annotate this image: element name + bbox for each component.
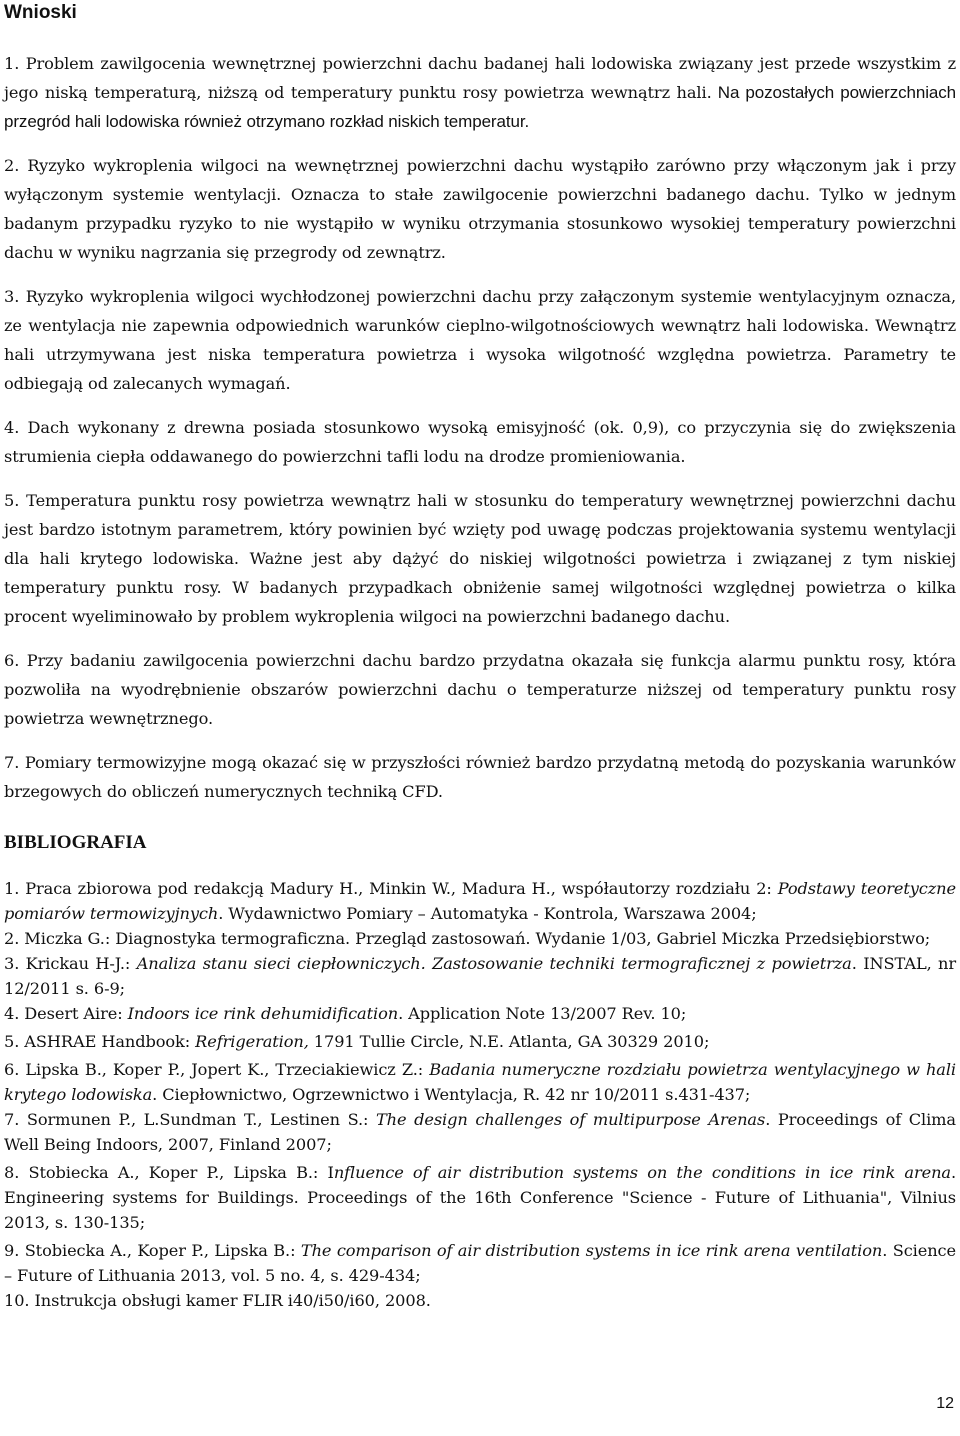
reference-number: 1.	[4, 879, 20, 898]
reference-details: . INSTAL, nr 12/2011 s. 6-9;	[4, 954, 957, 998]
reference-item	[4, 1107, 956, 1157]
reference-item	[4, 1238, 956, 1288]
section-heading: Wnioski	[4, 2, 77, 23]
reference-title: Analiza stanu sieci ciepłowniczych. Zastosowanie techniki termograficznej z powietrza	[136, 954, 852, 973]
reference-item	[4, 951, 956, 1001]
conclusions-list	[4, 49, 956, 806]
reference-details: . Wydawnictwo Pomiary – Automatyka - Kontrola, Warszawa 2004;	[218, 904, 757, 923]
reference-number: 2.	[4, 929, 20, 948]
reference-details: 1791 Tullie Circle, N.E. Atlanta, GA 30329 2010;	[308, 1032, 710, 1051]
reference-title: Podstawy teoretyczne pomiarów termowizyjnych	[4, 879, 956, 923]
reference-details: . Application Note 13/2007 Rev. 10;	[398, 1004, 687, 1023]
reference-item	[4, 1029, 956, 1054]
reference-item	[4, 926, 956, 951]
reference-number: 6.	[4, 1060, 20, 1079]
conclusion-item	[4, 282, 956, 398]
reference-number: 10.	[4, 1291, 30, 1310]
reference-authors: Krickau H-J.:	[25, 954, 137, 973]
reference-authors: Instrukcja obsługi kamer FLIR i40/i50/i60, 2008.	[34, 1291, 431, 1310]
reference-item	[4, 1160, 956, 1235]
reference-number: 5.	[4, 1032, 20, 1051]
reference-details: . Ciepłownictwo, Ogrzewnictwo i Wentylacja, R. 42 nr 10/2011 s.431-437;	[152, 1085, 751, 1104]
reference-number: 8.	[4, 1163, 20, 1182]
reference-item	[4, 876, 956, 926]
conclusion-text: Temperatura punktu rosy powietrza wewnątrz hali w stosunku do temperatury wewnętrznej powierzchni dachu jest bardzo istotnym parametrem, który powinien być wzięty pod uwagę podczas projektowania systemu wentylacji dla hali krytego lodowiska. Ważne jest aby dążyć do niskiej wilgotności powietrza i związanej z tym niskiej temperatury punktu rosy. W badanych przypadkach obniżenie samej wilgotności względnej powietrza o kilka procent wyeliminowało by problem wykroplenia wilgoci na powierzchni badanego dachu.	[4, 491, 957, 626]
bibliography-list	[4, 876, 956, 1313]
conclusion-number: 3.	[4, 287, 20, 306]
conclusion-number: 2.	[4, 156, 20, 175]
reference-number: 7.	[4, 1110, 20, 1129]
reference-details: . Science – Future of Lithuania 2013, vol. 5 no. 4, s. 429-434;	[4, 1241, 956, 1285]
reference-details: . Engineering systems for Buildings. Proceedings of the 16th Conference "Science - Future of Lithuania", Vilnius 2013, s. 130-135;	[4, 1163, 957, 1232]
conclusion-number: 4.	[4, 418, 20, 437]
reference-authors: Miczka G.: Diagnostyka termograficzna. Przegląd zastosowań. Wydanie 1/03, Gabriel Miczka Przedsiębiorstwo;	[24, 929, 931, 948]
page-number: 12	[936, 1395, 954, 1412]
conclusion-item	[4, 413, 956, 471]
conclusion-number: 7.	[4, 753, 20, 772]
conclusion-text: Na pozostałych powierzchniach przegród hali lodowiska również otrzymano rozkład niskich temperatur.	[4, 83, 956, 131]
reference-item	[4, 1001, 956, 1026]
conclusion-item	[4, 748, 956, 806]
conclusion-text: Dach wykonany z drewna posiada stosunkowo wysoką emisyjność (ok. 0,9), co przyczynia się do zwiększenia strumienia ciepła oddawanego do powierzchni tafli lodu na drodze promieniowania.	[4, 418, 957, 466]
reference-authors: Stobiecka A., Koper P., Lipska B.: I	[28, 1163, 334, 1182]
conclusion-text: Przy badaniu zawilgocenia powierzchni dachu bardzo przydatna okazała się funkcja alarmu punktu rosy, która pozwoliła na wyodrębnienie obszarów powierzchni dachu o temperaturze niższej od temperatury punktu rosy powietrza wewnętrznego.	[4, 651, 957, 728]
reference-number: 4.	[4, 1004, 20, 1023]
reference-item	[4, 1057, 956, 1107]
reference-authors: Desert Aire:	[24, 1004, 128, 1023]
reference-item	[4, 1288, 956, 1313]
reference-details: . Proceedings of Clima Well Being Indoors, 2007, Finland 2007;	[4, 1110, 956, 1154]
reference-title: Refrigeration,	[195, 1032, 309, 1051]
conclusion-text: Ryzyko wykroplenia wilgoci wychłodzonej powierzchni dachu przy załączonym systemie wentylacyjnym oznacza, ze wentylacja nie zapewnia odpowiednich warunków cieplno-wilgotnościowych wewnątrz hali lodowiska. Wewnątrz hali utrzymywana jest niska temperatura powietrza i wysoka wilgotność względna powietrza. Parametry te odbiegają od zalecanych wymagań.	[4, 287, 956, 393]
reference-authors: Lipska B., Koper P., Jopert K., Trzeciakiewicz Z.:	[25, 1060, 430, 1079]
reference-title: nfluence of air distribution systems on the conditions in ice rink arena	[333, 1163, 951, 1182]
bibliography-heading: BIBLIOGRAFIA	[4, 832, 147, 853]
conclusion-number: 5.	[4, 491, 20, 510]
conclusion-item	[4, 49, 956, 136]
conclusion-item	[4, 486, 956, 631]
conclusion-item	[4, 646, 956, 733]
reference-authors: ASHRAE Handbook:	[24, 1032, 196, 1051]
document-page	[4, 0, 956, 1313]
reference-authors: Sormunen P., L.Sundman T., Lestinen S.:	[26, 1110, 376, 1129]
reference-title: Indoors ice rink dehumidification	[127, 1004, 399, 1023]
conclusion-item	[4, 151, 956, 267]
reference-authors: Stobiecka A., Koper P., Lipska B.:	[24, 1241, 301, 1260]
conclusion-text: Pomiary termowizyjne mogą okazać się w przyszłości również bardzo przydatną metodą do pozyskania warunków brzegowych do obliczeń numerycznych techniką CFD.	[4, 753, 956, 801]
reference-title: The design challenges of multipurpose Arenas	[375, 1110, 766, 1129]
conclusion-number: 1.	[4, 54, 20, 73]
reference-number: 9.	[4, 1241, 20, 1260]
reference-authors: Praca zbiorowa pod redakcją Madury H., Minkin W., Madura H., współautorzy rozdziału 2:	[25, 879, 778, 898]
conclusion-text: Ryzyko wykroplenia wilgoci na wewnętrznej powierzchni dachu wystąpiło zarówno przy włączonym jak i przy wyłączonym systemie wentylacji. Oznacza to stałe zawilgocenie powierzchni badanego dachu. Tylko w jednym badanym przypadku ryzyko to nie wystąpiło w wyniku otrzymania stosunkowo wysokiej temperatury powierzchni dachu w wyniku nagrzania się przegrody od zewnątrz.	[4, 156, 957, 262]
conclusion-text: Problem zawilgocenia wewnętrznej powierzchni dachu badanej hali lodowiska związany jest przede wszystkim z jego niską temperaturą, niższą od temperatury punktu rosy powietrza wewnątrz hali.	[4, 54, 956, 102]
reference-title: The comparison of air distribution systems in ice rink arena ventilation	[300, 1241, 883, 1260]
conclusion-number: 6.	[4, 651, 20, 670]
reference-title: Badania numeryczne rozdziału powietrza wentylacyjnego w hali krytego lodowiska	[4, 1060, 957, 1104]
reference-number: 3.	[4, 954, 20, 973]
